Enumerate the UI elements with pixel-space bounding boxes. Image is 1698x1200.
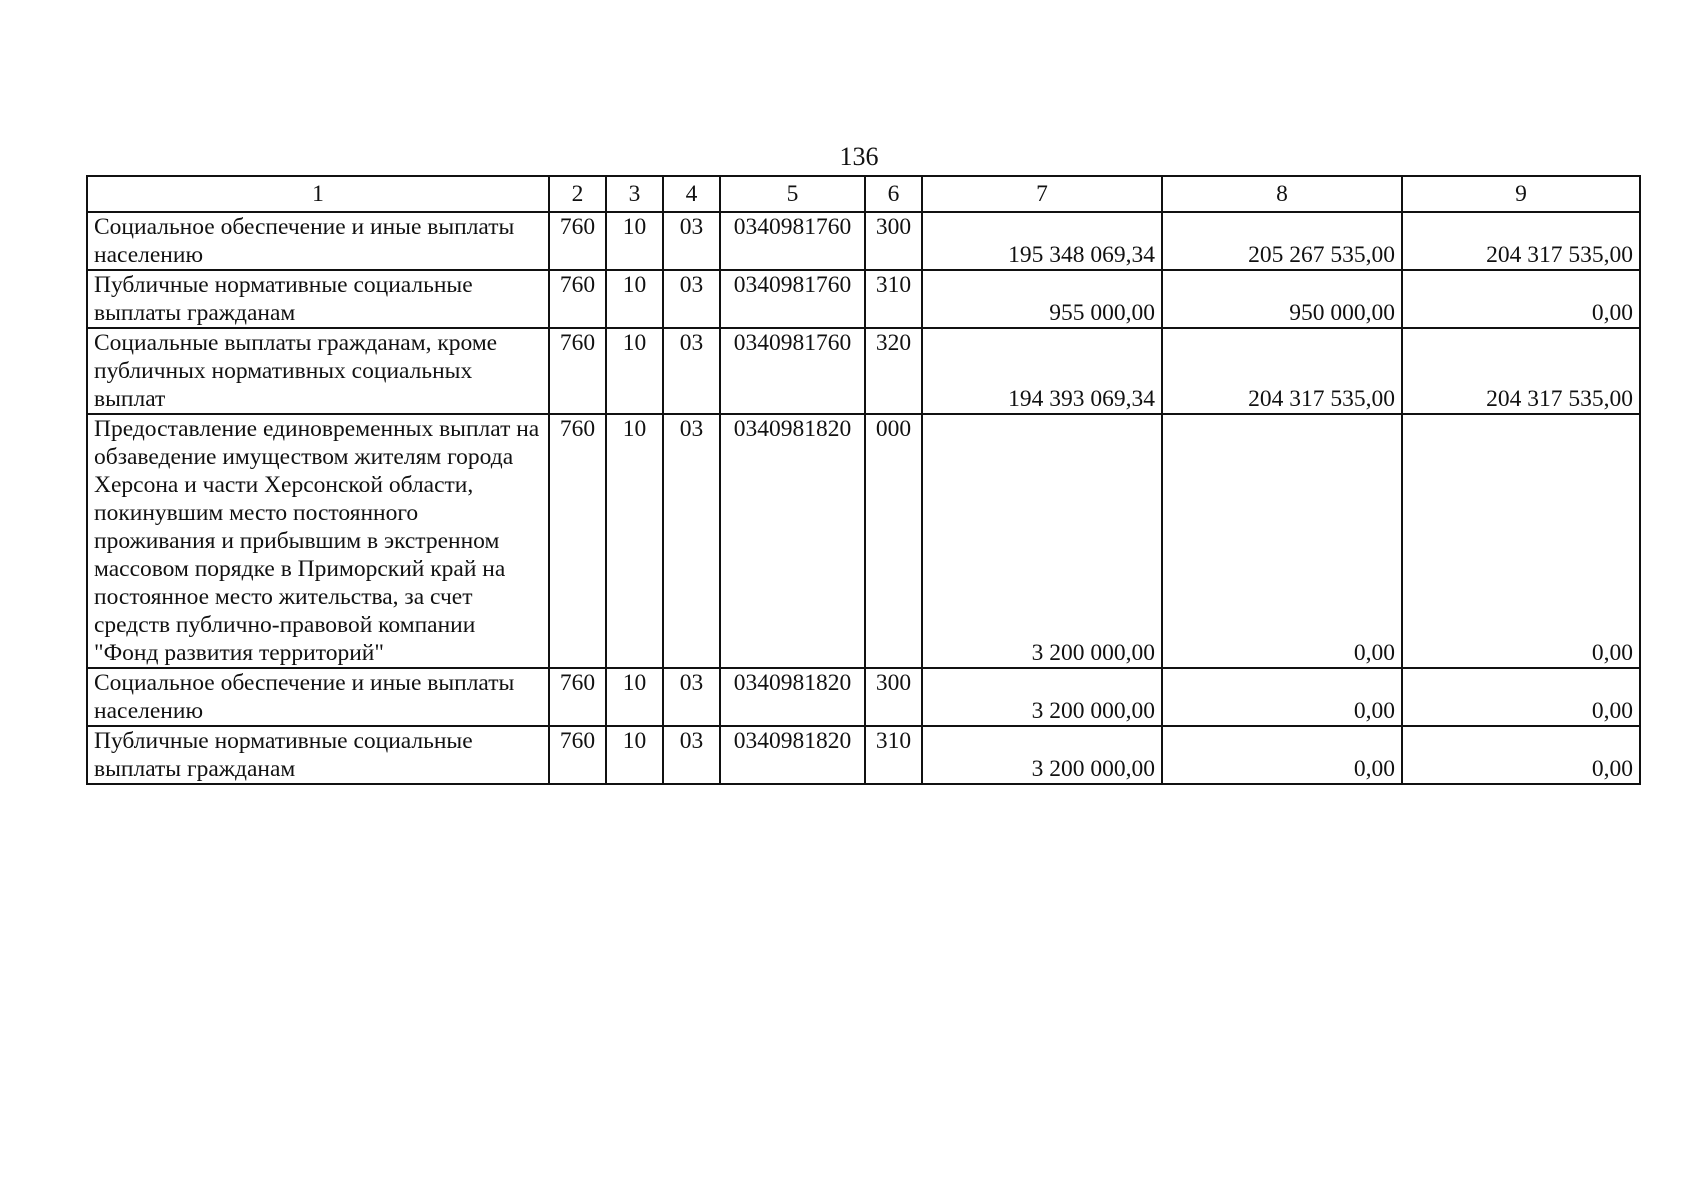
row-name: Социальное обеспечение и иные выплаты населению: [87, 668, 549, 726]
row-code-5: 0340981820: [720, 414, 865, 668]
row-code-3: 10: [606, 270, 663, 328]
row-code-4: 03: [663, 726, 720, 784]
row-code-4: 03: [663, 212, 720, 270]
table-row: [87, 414, 1640, 668]
row-code-3: 10: [606, 726, 663, 784]
row-name: Публичные нормативные социальные выплаты гражданам: [87, 726, 549, 784]
row-code-2: 760: [549, 668, 606, 726]
row-amount-9: 0,00: [1402, 414, 1640, 668]
column-header-5: 5: [720, 176, 865, 212]
column-header-1: 1: [87, 176, 549, 212]
row-code-5: 0340981820: [720, 668, 865, 726]
column-header-3: 3: [606, 176, 663, 212]
row-amount-8: 950 000,00: [1162, 270, 1402, 328]
row-amount-8: 0,00: [1162, 726, 1402, 784]
row-amount-7: 955 000,00: [922, 270, 1162, 328]
table-row: [87, 328, 1640, 414]
row-code-5: 0340981820: [720, 726, 865, 784]
header-row: [87, 176, 1640, 212]
row-amount-8: 0,00: [1162, 414, 1402, 668]
row-code-6: 300: [865, 668, 922, 726]
row-name: Социальное обеспечение и иные выплаты населению: [87, 212, 549, 270]
table-row: [87, 726, 1640, 784]
column-header-4: 4: [663, 176, 720, 212]
row-code-4: 03: [663, 668, 720, 726]
column-header-9: 9: [1402, 176, 1640, 212]
row-code-5: 0340981760: [720, 212, 865, 270]
row-name: Публичные нормативные социальные выплаты гражданам: [87, 270, 549, 328]
row-amount-7: 3 200 000,00: [922, 726, 1162, 784]
row-code-3: 10: [606, 328, 663, 414]
row-code-3: 10: [606, 668, 663, 726]
row-code-4: 03: [663, 270, 720, 328]
row-amount-9: 0,00: [1402, 270, 1640, 328]
table-row: [87, 668, 1640, 726]
row-code-6: 310: [865, 726, 922, 784]
column-header-6: 6: [865, 176, 922, 212]
row-code-5: 0340981760: [720, 270, 865, 328]
row-code-4: 03: [663, 414, 720, 668]
row-code-4: 03: [663, 328, 720, 414]
row-code-2: 760: [549, 726, 606, 784]
row-code-2: 760: [549, 414, 606, 668]
row-amount-9: 0,00: [1402, 726, 1640, 784]
row-code-3: 10: [606, 414, 663, 668]
row-amount-7: 195 348 069,34: [922, 212, 1162, 270]
row-amount-7: 3 200 000,00: [922, 668, 1162, 726]
row-amount-9: 204 317 535,00: [1402, 212, 1640, 270]
row-code-2: 760: [549, 328, 606, 414]
row-amount-8: 0,00: [1162, 668, 1402, 726]
row-amount-8: 205 267 535,00: [1162, 212, 1402, 270]
row-name: Предоставление единовременных выплат на обзаведение имуществом жителям города Херсона и части Херсонской области, покинувшим место постоянного проживания и прибывшим в экстренном массовом порядке в Приморский край на постоянное место жительства, за счет средств публично-правовой компании "Фонд развития территорий": [87, 414, 549, 668]
page-number: 136: [839, 142, 879, 171]
row-name: Социальные выплаты гражданам, кроме публичных нормативных социальных выплат: [87, 328, 549, 414]
row-code-6: 000: [865, 414, 922, 668]
budget-table: [86, 175, 1641, 785]
column-header-8: 8: [1162, 176, 1402, 212]
row-amount-7: 194 393 069,34: [922, 328, 1162, 414]
row-amount-7: 3 200 000,00: [922, 414, 1162, 668]
row-amount-8: 204 317 535,00: [1162, 328, 1402, 414]
row-amount-9: 0,00: [1402, 668, 1640, 726]
table-row: [87, 212, 1640, 270]
row-code-3: 10: [606, 212, 663, 270]
column-header-2: 2: [549, 176, 606, 212]
row-code-5: 0340981760: [720, 328, 865, 414]
row-code-6: 320: [865, 328, 922, 414]
row-code-6: 310: [865, 270, 922, 328]
row-code-6: 300: [865, 212, 922, 270]
column-header-7: 7: [922, 176, 1162, 212]
row-code-2: 760: [549, 270, 606, 328]
row-code-2: 760: [549, 212, 606, 270]
row-amount-9: 204 317 535,00: [1402, 328, 1640, 414]
table-row: [87, 270, 1640, 328]
